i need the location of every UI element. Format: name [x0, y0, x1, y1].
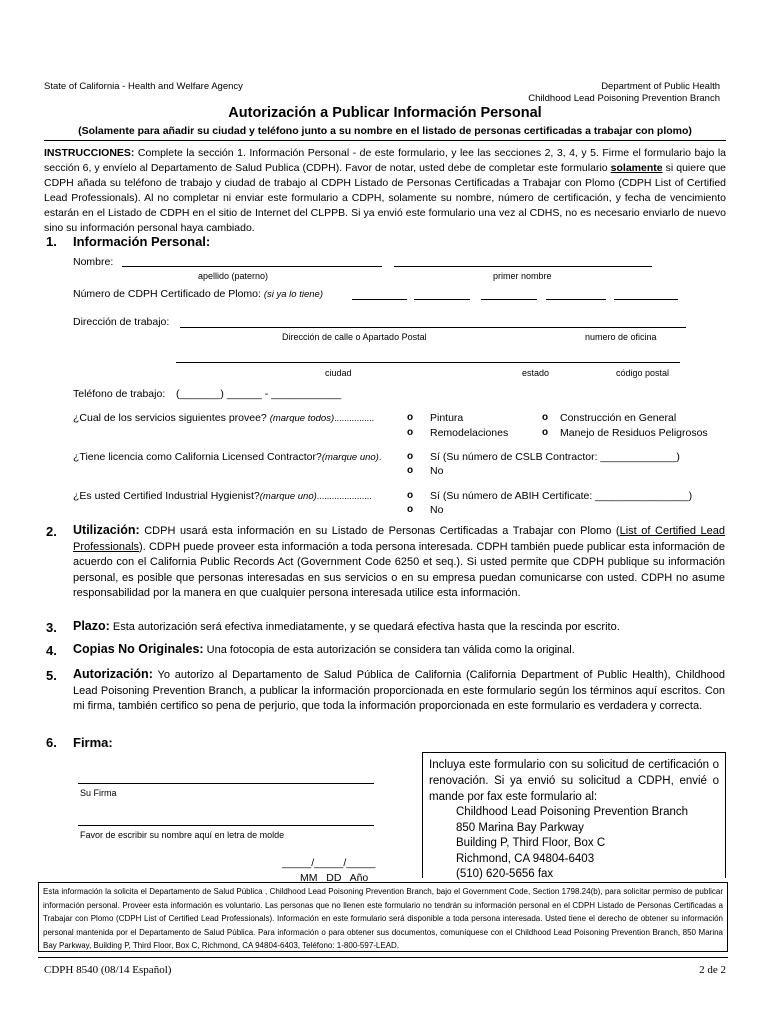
- section-3-text: Plazo: Esta autorización será efectiva inmediatamente, y se quedará efectiva hasta que la rescinda por escrito.: [73, 619, 620, 633]
- cert-field-5[interactable]: [614, 287, 678, 300]
- option-remodelaciones: Remodelaciones: [430, 427, 509, 439]
- servicios-question: ¿Cual de los servicios siguientes provee? (marque todos)................: [73, 412, 375, 424]
- option-contractor-si: Sí (Su número de CSLB Contractor: _____________): [430, 451, 680, 463]
- section-5-text: Autorización: Yo autorizo al Departamento de Salud Pública de California (California Department of Public Health), Childhood Lead Poisoning Prevention Branch, a publicar la información proporcionada en este formulario según los términos aquí escritos. Con mi firma, también certifico so pena de perjurio, que toda la información proporcionada en este formulario es verdadera y correcta.: [73, 667, 725, 712]
- checkbox-residuos[interactable]: o: [542, 427, 549, 438]
- section-6-number: 6.: [46, 735, 57, 750]
- radio-contractor-no[interactable]: o: [407, 465, 414, 476]
- date-field[interactable]: _____/_____/_____: [282, 857, 376, 869]
- date-caption: MM DD Año: [300, 872, 369, 884]
- option-pintura: Pintura: [430, 412, 464, 424]
- cert-field-4[interactable]: [546, 287, 606, 300]
- direccion-label: Dirección de trabajo:: [73, 316, 170, 328]
- section-1-title: Información Personal:: [73, 234, 211, 249]
- instructions-label: INSTRUCCIONES:: [44, 147, 135, 159]
- page-title: Autorización a Publicar Información Personal: [228, 105, 542, 121]
- ciudad-estado-field[interactable]: [176, 350, 680, 363]
- address-line-4: Richmond, CA 94804-6403: [456, 852, 595, 865]
- page-subtitle: (Solamente para añadir su ciudad y teléfono junto a su nombre en el listado de personas certificadas a trabajar con plomo): [78, 125, 692, 137]
- radio-contractor-si[interactable]: o: [407, 451, 414, 462]
- section-4-number: 4.: [46, 643, 57, 658]
- telefono-field[interactable]: (_______) ______ - ____________: [176, 388, 342, 400]
- option-hygienist-si: Sí (Su número de ABIH Certificate: ________________): [430, 490, 693, 502]
- address-line-3: Building P, Third Floor, Box C: [456, 837, 606, 849]
- oficina-caption: numero de oficina: [585, 332, 657, 342]
- direccion-field[interactable]: [180, 315, 686, 328]
- option-construccion: Construcción en General: [560, 412, 677, 424]
- contractor-question: ¿Tiene licencia como California Licensed Contractor?(marque uno).: [73, 451, 382, 463]
- cert-field-2[interactable]: [414, 287, 470, 300]
- title-divider: [44, 140, 726, 141]
- telefono-label: Teléfono de trabajo:: [73, 388, 166, 400]
- mail-intro: Incluya este formulario con su solicitud de certificación o renovación. Si ya envió su solicitud a CDPH, envié o mande por fax este formulario al:: [429, 759, 719, 803]
- address-line-2: 850 Marina Bay Parkway: [456, 821, 584, 834]
- signature-field[interactable]: [78, 773, 374, 784]
- apellido-field[interactable]: [122, 254, 382, 267]
- page-number: 2 de 2: [699, 964, 726, 976]
- checkbox-remodelaciones[interactable]: o: [407, 427, 414, 438]
- section-4-text: Copias No Originales: Una fotocopia de esta autorización se considera tan válida como la original.: [73, 642, 575, 656]
- section-6-title: Firma:: [73, 735, 113, 750]
- checkbox-construccion[interactable]: o: [542, 412, 549, 423]
- su-firma-caption: Su Firma: [80, 788, 117, 798]
- radio-hygienist-no[interactable]: o: [407, 504, 414, 515]
- emphasis-solamente: solamente: [610, 162, 663, 174]
- fax-number: (510) 620-5656 fax: [456, 868, 554, 880]
- section-2-number: 2.: [46, 524, 57, 539]
- section-1-number: 1.: [46, 234, 57, 249]
- section-2-text: Utilización: CDPH usará esta información en su Listado de Personas Certificadas a Trabajar con Plomo (List of Certified Lead Professionals). CDPH puede proveer esta información a toda persona interesada. CDPH también puede publicar esta información de acuerdo con el California Public Records Act (Government Code 6250 et seq.). Si usted permite que CDPH publique su información personal, es posible que personas interesadas en sus servicios o en su empresa puedan comunicarse con usted. CDPH no asume responsabilidad por la manera en que cualquier persona interesada utilice esta información.: [73, 523, 726, 599]
- branch-name: Childhood Lead Poisoning Prevention Branch: [528, 93, 720, 104]
- nombre-label: Nombre:: [73, 256, 114, 268]
- cert-label: Número de CDPH Certificado de Plomo: (si ya lo tiene): [73, 288, 323, 300]
- section-5-title: Autorización:: [73, 667, 153, 681]
- section-5-number: 5.: [46, 668, 57, 683]
- option-residuos: Manejo de Residuos Peligrosos: [560, 427, 708, 439]
- form-id: CDPH 8540 (08/14 Español): [44, 964, 172, 976]
- codigo-caption: código postal: [616, 368, 670, 378]
- option-contractor-no: No: [430, 465, 444, 477]
- molde-caption: Favor de escribir su nombre aquí en letra de molde: [80, 830, 285, 840]
- department-name: Department of Public Health: [601, 81, 720, 92]
- option-hygienist-no: No: [430, 504, 444, 516]
- radio-hygienist-si[interactable]: o: [407, 490, 414, 501]
- agency-name: State of California - Health and Welfare Agency: [44, 81, 243, 92]
- privacy-notice: Esta información la solicita el Departamento de Salud Pública , Childhood Lead Poisoning Prevention Branch, bajo el Government Code, Section 1798.24(b), para solicitar permiso de publicar información personal. Proveer esta información es voluntario. Las personas que no llenen este formulario no tendrán su información personal en el CDPH Listado de Personas Certificadas a Trabajar con Plomo (CDPH List of Certified Lead Professionals). Información en este formulario será disponible a toda persona interesada. Usted tiene el derecho de obtener su información personal mantenida por el Departamento de Salud Pública. Para información o para obtener sus documentos, comuníquese con el Childhood Lead Poisoning Prevention Branch, 850 Marina Bay Parkway, Building P, Third Floor, Box C, Richmond, CA 94804-6403, Teléfono: 1-800-597-LEAD.: [38, 882, 728, 952]
- section-3-title: Plazo:: [73, 619, 110, 633]
- cert-field-3[interactable]: [481, 287, 537, 300]
- mail-address: [456, 805, 688, 883]
- footer-divider: [38, 957, 728, 958]
- list-link[interactable]: List of Certified Lead Professionals: [73, 525, 726, 553]
- primer-nombre-caption: primer nombre: [493, 271, 552, 281]
- calle-caption: Dirección de calle o Apartado Postal: [282, 332, 427, 342]
- section-4-title: Copias No Originales:: [73, 642, 204, 656]
- ciudad-caption: ciudad: [325, 368, 352, 378]
- checkbox-pintura[interactable]: o: [407, 412, 414, 423]
- section-3-number: 3.: [46, 620, 57, 635]
- estado-caption: estado: [522, 368, 550, 378]
- section-2-title: Utilización:: [73, 523, 140, 537]
- primer-nombre-field[interactable]: [394, 254, 652, 267]
- apellido-caption: apellido (paterno): [198, 271, 269, 281]
- instructions: INSTRUCCIONES: Complete la sección 1. Información Personal - de este formulario, y lee las secciones 2, 3, 4, y 5. Firme el formulario bajo la sección 6, y envíelo al Departamento de Salud Publica (CDPH). Favor de notar, usted debe de completar este formulario solamente si quiere que CDPH añada su teléfono de trabajo y ciudad de trabajo al CDPH Listado de Personas Certificadas a Trabajar con Plomo (CDPH List of Certified Lead Professionals). Al no completar ni enviar este formulario a CDPH, solamente su nombre, número de certificación, y fecha de vencimiento estarán en el Listado de CDPH en el sitio de Internet del CLPPB. Si ya envió este formulario una vez al CDHS, no es necesario enviarlo de nuevo sino su información personal haya cambiado.: [44, 147, 726, 234]
- printed-name-field[interactable]: [78, 815, 374, 826]
- hygienist-question: ¿Es usted Certified Industrial Hygienist?(marque uno)......................: [73, 490, 372, 502]
- address-line-1: Childhood Lead Poisoning Prevention Branch: [456, 806, 689, 818]
- cert-field-1[interactable]: [352, 287, 407, 300]
